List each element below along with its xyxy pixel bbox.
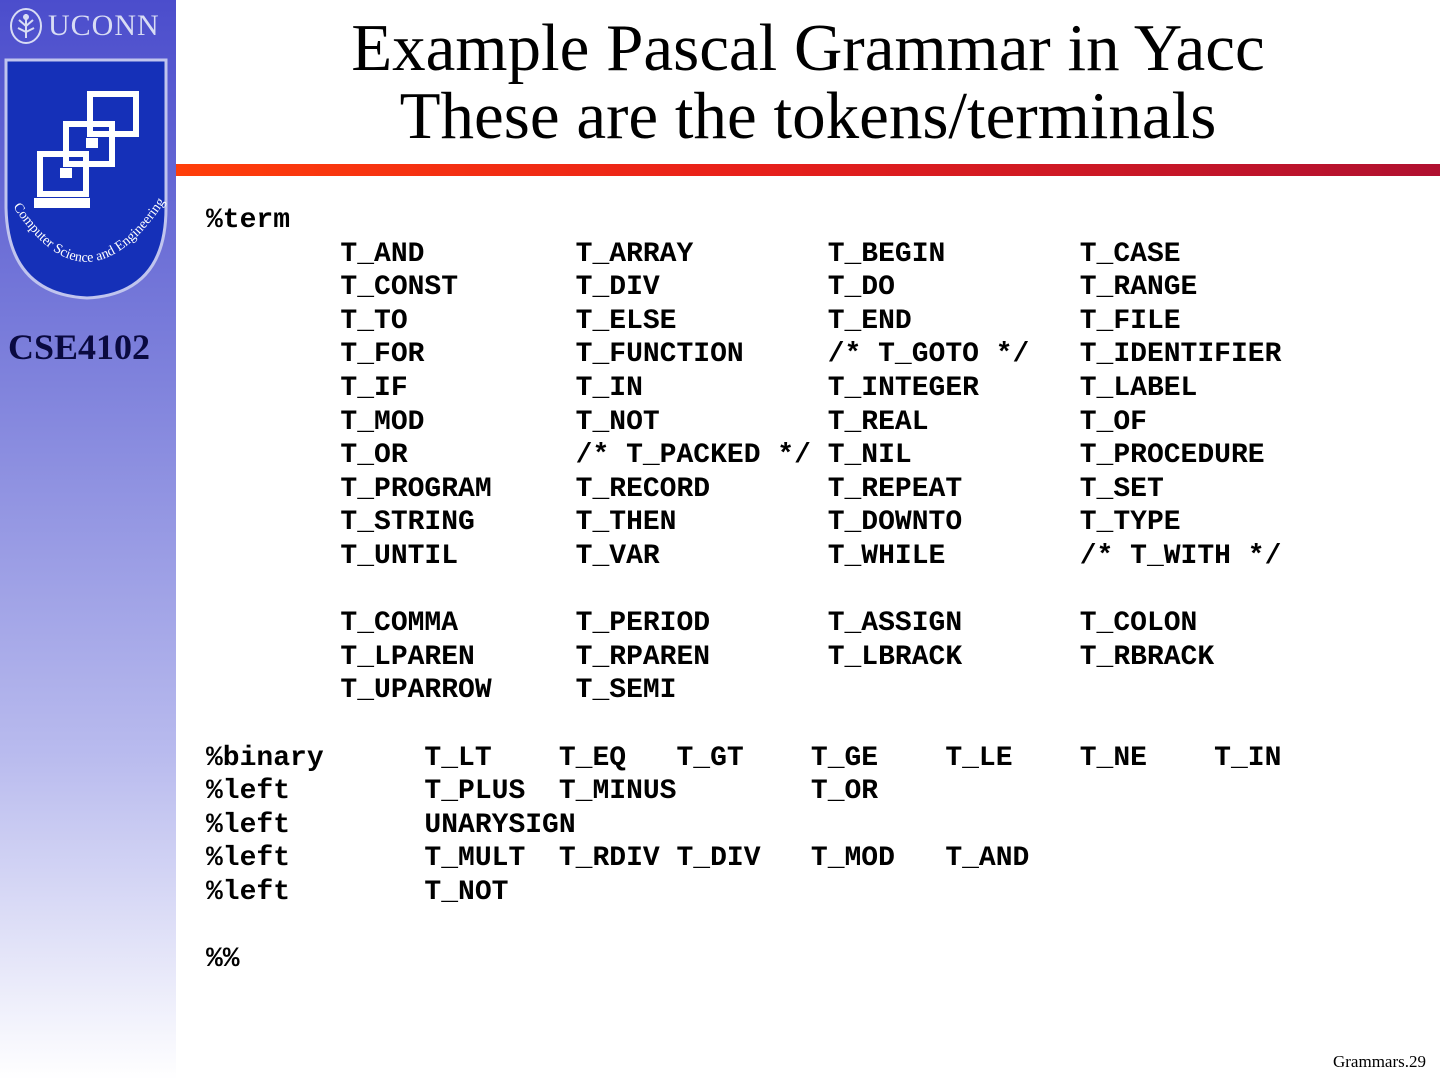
cse-department-logo <box>4 58 170 302</box>
cse-logo-text: Computer Science and Engineering <box>9 195 169 266</box>
sidebar <box>0 0 176 1080</box>
slide-footer: Grammars.29 <box>1332 1052 1426 1071</box>
yacc-code-block: %term T_AND T_ARRAY T_BEGIN T_CASE T_CONST T_DIV T_DO T_RANGE T_TO T_ELSE T_END T_FILE T_FOR T_FUNCTION /* T_GOTO */ T_IDENTIFIER T_IF T_IN T_INTEGER T_LABEL T_MOD T_NOT T_REAL T_OF T_OR /* T_PACKED */ T_NIL T_PROCEDURE T_PROGRAM T_RECORD T_REPEAT T_SET T_STRING T_THEN T_DOWNTO T_TYPE T_UNTIL T_VAR T_WHILE /* T_WITH */ T_COMMA T_PERIOD T_ASSIGN T_COLON T_LPAREN T_RPAREN T_LBRACK T_RBRACK T_UPARROW T_SEMI %binary T_LT T_EQ T_GT T_GE T_LE T_NE T_IN %left T_PLUS T_MINUS T_OR %left UNARYSIGN %left T_MULT T_RDIV T_DIV T_MOD T_AND %left T_NOT %% <box>206 205 1282 976</box>
oak-seal-icon <box>8 6 44 46</box>
title-divider <box>176 164 1440 176</box>
slide-title-line2: These are the tokens/terminals <box>399 79 1217 153</box>
uconn-logo <box>8 4 168 48</box>
slide-title <box>176 11 1440 153</box>
uconn-logo-text: UCONN <box>48 9 160 42</box>
course-code: CSE4102 <box>8 327 151 367</box>
slide-title-line1: Example Pascal Grammar in Yacc <box>351 11 1265 85</box>
